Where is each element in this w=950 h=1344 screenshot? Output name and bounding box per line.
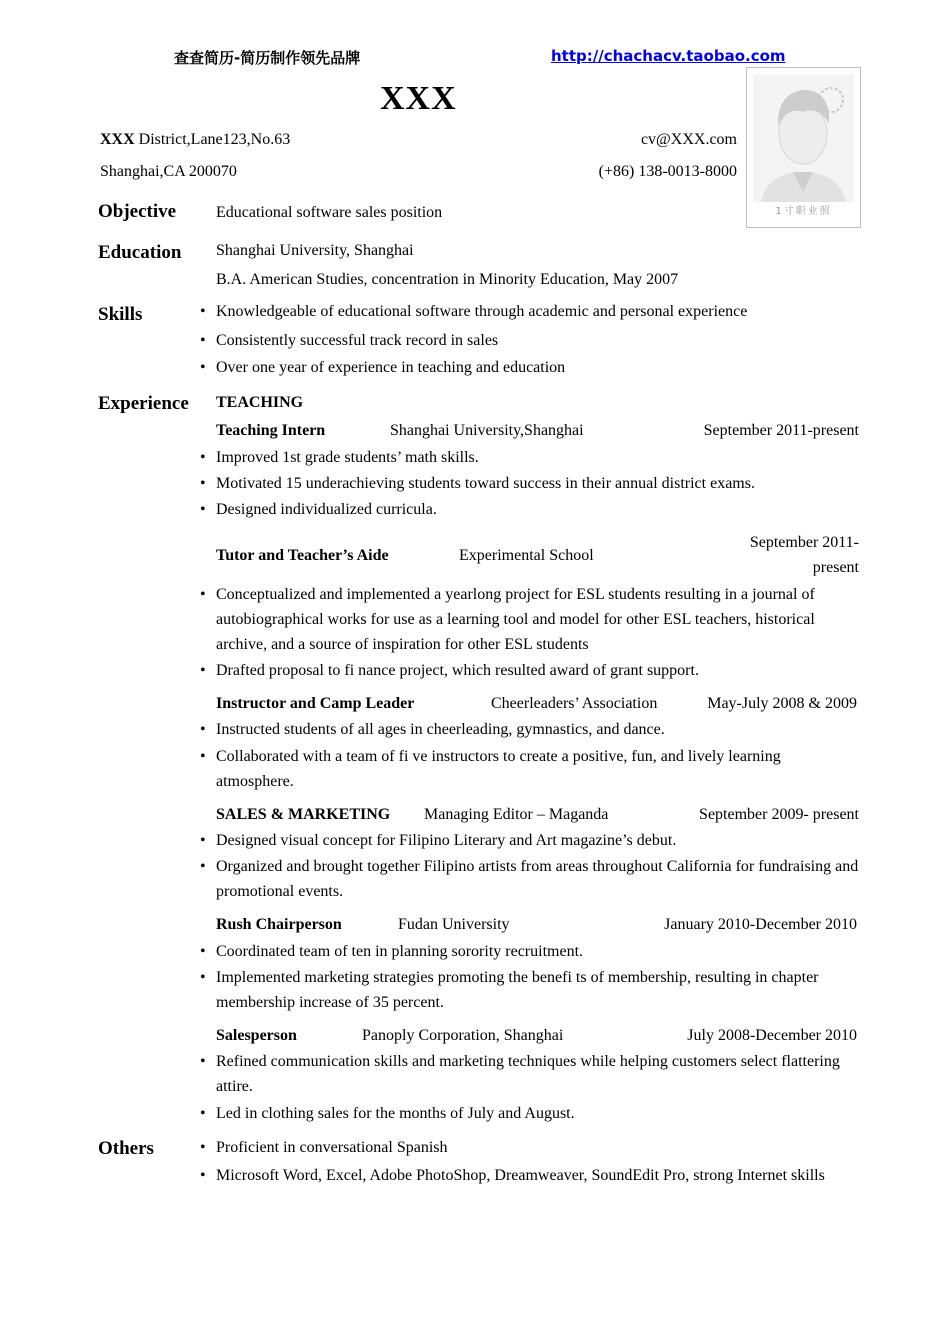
job-date-cont: present	[812, 559, 859, 576]
address-bold: XXX	[100, 131, 135, 148]
education-degree: B.A. American Studies, concentration in Minority Education, May 2007	[216, 271, 679, 288]
section-others: Others	[98, 1138, 154, 1159]
job-bullet: • Implemented marketing strategies promoting the benefi ts of membership, resulting in chapter membership increase of 35 percent.	[200, 965, 860, 1015]
section-experience: Experience	[98, 393, 189, 414]
job-bullet: • Organized and brought together Filipino artists from areas throughout California for fundraising and promotional events.	[200, 854, 860, 904]
objective-text: Educational software sales position	[216, 204, 443, 221]
others-list	[200, 1135, 860, 1188]
job-title: Instructor and Camp Leader	[216, 695, 415, 712]
email: cv@XXX.com	[640, 131, 737, 148]
job-date: September 2009- present	[699, 806, 859, 823]
job-date: September 2011-	[749, 534, 859, 551]
job-org: Panoply Corporation, Shanghai	[362, 1027, 564, 1044]
address-line-1	[100, 131, 290, 149]
job-bullet: • Instructed students of all ages in cheerleading, gymnastics, and dance.	[200, 717, 860, 742]
job-bullet: • Conceptualized and implemented a yearlong project for ESL students resulting in a journal of autobiographical works for use as a learning tool and model for other ESL teachers, historical archive, and a source of inspiration for other ESL students	[200, 582, 860, 657]
job-date: January 2010-December 2010	[664, 916, 857, 933]
section-objective: Objective	[98, 201, 177, 222]
photo-placeholder	[746, 67, 861, 228]
job-title: Teaching Intern	[216, 422, 326, 439]
job-bullet: • Designed visual concept for Filipino Literary and Art magazine’s debut.	[200, 828, 860, 853]
job-bullet: • Refined communication skills and marketing techniques while helping customers select flattering attire.	[200, 1049, 860, 1099]
section-education: Education	[98, 242, 182, 263]
job-org: Shanghai University,Shanghai	[390, 422, 584, 439]
job-bullet: • Motivated 15 underachieving students toward success in their annual district exams.	[200, 471, 860, 496]
job-date: September 2011-present	[703, 422, 859, 439]
job-bullets	[200, 445, 860, 522]
photo-caption: 1寸职业照	[775, 206, 832, 217]
job-bullet: • Collaborated with a team of fi ve instructors to create a positive, fun, and lively learning atmosphere.	[200, 744, 860, 794]
job-title: Salesperson	[216, 1027, 297, 1044]
job-bullets	[200, 717, 860, 794]
skill-item: • Over one year of experience in teaching and education	[200, 355, 860, 380]
job-date: July 2008-December 2010	[687, 1027, 857, 1044]
education-school: Shanghai University, Shanghai	[216, 242, 414, 259]
experience-category: TEACHING	[216, 394, 304, 411]
resume-name: XXX	[380, 80, 457, 117]
job-bullet: • Drafted proposal to fi nance project, which resulted award of grant support.	[200, 658, 860, 683]
section-skills: Skills	[98, 304, 143, 325]
job-bullets	[200, 1049, 860, 1126]
job-org: Cheerleaders’ Association	[491, 695, 658, 712]
job-bullet: • Coordinated team of ten in planning sorority recruitment.	[200, 939, 860, 964]
skills-list	[200, 299, 860, 380]
job-title: Rush Chairperson	[216, 916, 342, 933]
job-bullet: • Improved 1st grade students’ math skills.	[200, 445, 860, 470]
brand-title: 查查简历-简历制作领先品牌	[174, 49, 361, 67]
job-org: Fudan University	[398, 916, 510, 933]
others-item: • Microsoft Word, Excel, Adobe PhotoShop, Dreamweaver, SoundEdit Pro, strong Internet skills	[200, 1163, 860, 1188]
job-title: SALES & MARKETING	[216, 806, 391, 823]
others-item: • Proficient in conversational Spanish	[200, 1135, 860, 1160]
brand-link[interactable]: http://chachacv.taobao.com	[551, 47, 786, 65]
job-org: Experimental School	[459, 547, 594, 564]
skill-item: • Consistently successful track record in sales	[200, 328, 860, 353]
job-bullets	[200, 828, 860, 904]
address-rest: District,Lane123,No.63	[134, 131, 291, 148]
job-date: May-July 2008 & 2009	[707, 695, 857, 712]
address-line-2: Shanghai,CA 200070	[100, 163, 237, 180]
job-bullet: • Designed individualized curricula.	[200, 497, 860, 522]
job-bullet: • Led in clothing sales for the months of July and August.	[200, 1101, 860, 1126]
job-bullets	[200, 939, 860, 1015]
phone: (+86) 138-0013-8000	[598, 163, 737, 180]
job-org: Managing Editor – Maganda	[424, 806, 609, 823]
job-title: Tutor and Teacher’s Aide	[216, 547, 389, 564]
skill-item: • Knowledgeable of educational software through academic and personal experience	[200, 299, 860, 324]
job-bullets	[200, 582, 860, 683]
